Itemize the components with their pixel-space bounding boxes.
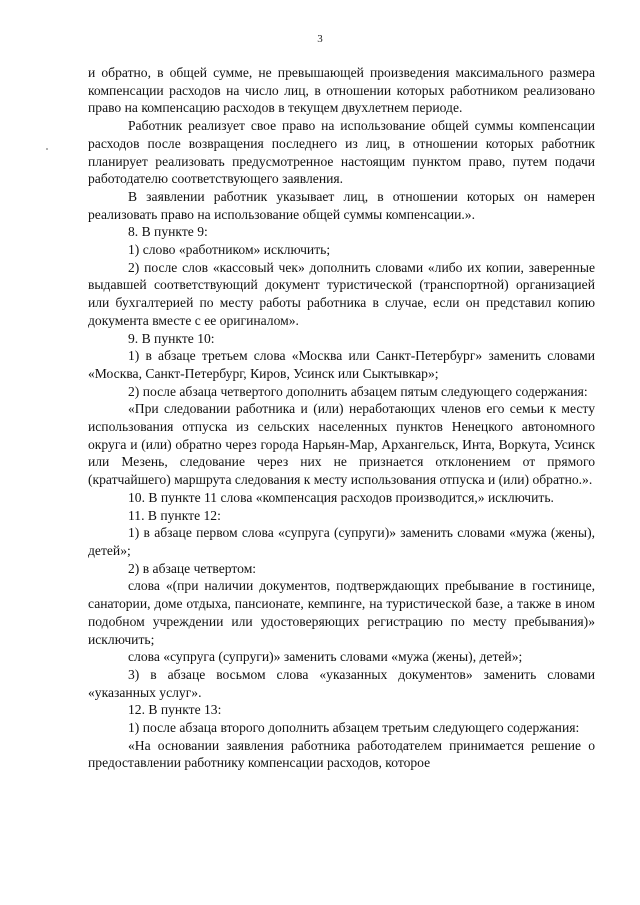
page-number: 3 [317,33,323,45]
paragraph: «При следовании работника и (или) неработающих членов его семьи к месту использования отпуска из сельских населенных пунктов Ненецкого автономного округа и (или) обратно через города Нарьян-Мар, Архангельск, Инта, Воркута, Усинск или Мезень, следование через них не признается отклонением от прямого (кратчайшего) маршрута следования к месту использования отпуска и (или) обратно.». [88,401,595,488]
document-body [88,64,595,772]
paragraph: и обратно, в общей сумме, не превышающей произведения максимального размера компенсации расходов на число лиц, в отношении которых работником реализовано право на компенсацию расходов в текущем двухлетнем периоде. [88,65,595,116]
paragraph: 10. В пункте 11 слова «компенсация расходов производится,» исключить. [128,489,554,505]
paragraph: 1) после абзаца второго дополнить абзацем третьим следующего содержания: [128,720,580,736]
paragraph: 2) после слов «кассовый чек» дополнить словами «либо их копии, заверенные выдавшей соответствующий документ туристической (транспортной) организацией или бухгалтерией по месту работы работника в случае, если он представил копию документа вместе с ее оригиналом». [88,259,595,328]
scan-speck [46,148,48,150]
paragraph: 1) в абзаце первом слова «супруга (супруги)» заменить словами «мужа (жены), детей»; [88,525,595,558]
paragraph: «На основании заявления работника работодателем принимается решение о предоставлении работнику компенсации расходов, которое [88,737,595,771]
paragraph: В заявлении работник указывает лиц, в отношении которых он намерен реализовать право на использование общей суммы компенсации.». [88,188,595,222]
paragraph: 8. В пункте 9: [128,224,208,240]
paragraph: слова «супруга (супруги)» заменить словами «мужа (жены), детей»; [128,649,523,665]
paragraph: 9. В пункте 10: [128,330,215,346]
paragraph: 12. В пункте 13: [128,702,222,718]
paragraph: 11. В пункте 12: [128,507,221,523]
paragraph: Работник реализует свое право на использование общей суммы компенсации расходов после возвращения последнего из лиц, в отношении которых работник планирует реализовать предусмотренное настоящим пунктом право, путем подачи работодателю соответствующего заявления. [88,118,595,187]
paragraph: 2) после абзаца четвертого дополнить абзацем пятым следующего содержания: [128,383,588,399]
paragraph: 1) в абзаце третьем слова «Москва или Санкт-Петербург» заменить словами «Москва, Санкт-Петербург, Киров, Усинск или Сыктывкар»; [88,348,595,381]
paragraph: слова «(при наличии документов, подтверждающих пребывание в гостинице, санатории, доме отдыха, пансионате, кемпинге, на туристической базе, а также в ином подобном учреждении или удостоверяющих регистрацию по месту пребывания)» исключить; [88,578,595,647]
paragraph: 1) слово «работником» исключить; [128,242,331,258]
paragraph: 3) в абзаце восьмом слова «указанных документов» заменить словами «указанных услуг». [88,666,595,700]
paragraph: 2) в абзаце четвертом: [128,560,257,576]
